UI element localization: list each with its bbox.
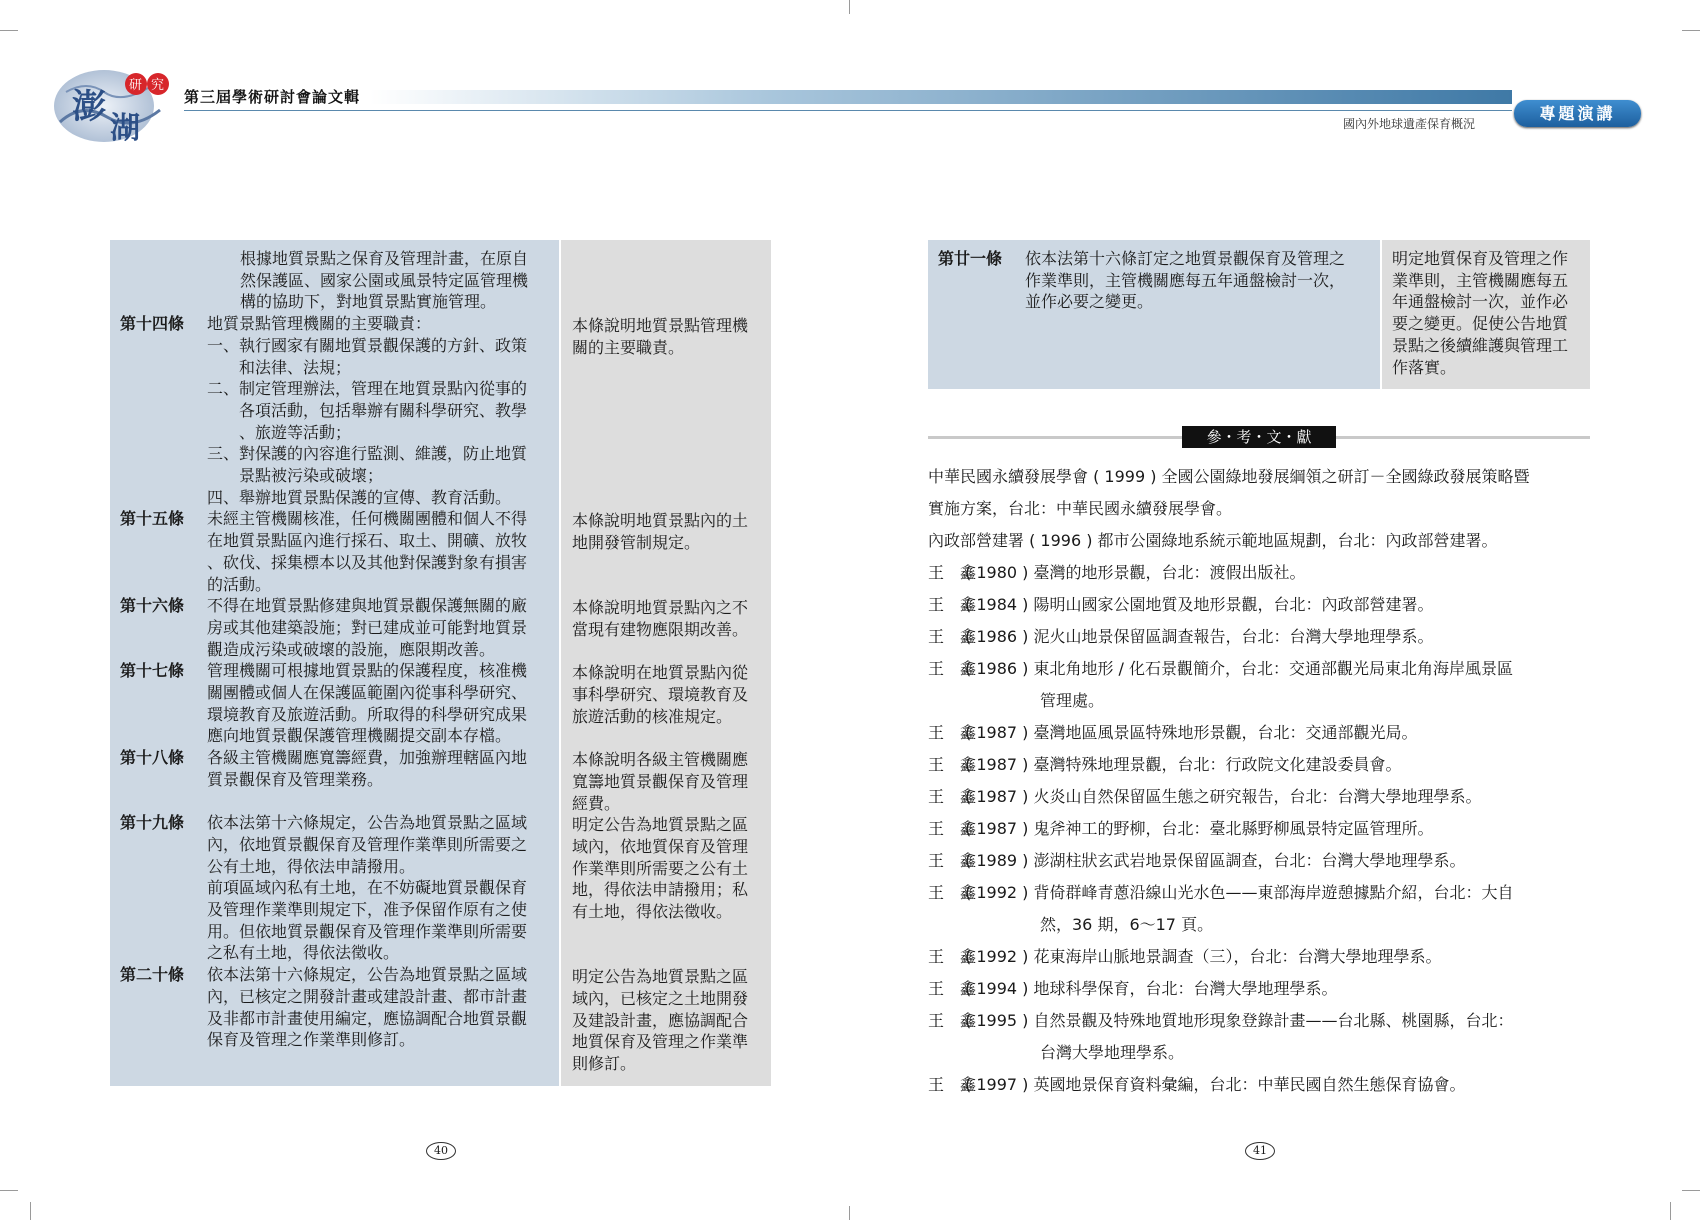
reference-text: ( 1986 ) 泥火山地景保留區調查報告，台北：台灣大學地理學系。 bbox=[965, 627, 1434, 646]
reference-text: ( 1997 ) 英國地景保育資料彙編，台北：中華民國自然生態保育協會。 bbox=[965, 1075, 1466, 1094]
reference-author: 王 鑫 bbox=[928, 659, 977, 678]
reference-text: 內政部營建署 ( 1996 ) 都市公園綠地系統示範地區規劃，台北：內政部營建署。 bbox=[928, 531, 1498, 550]
article-text-line: 公有土地，得依法申請撥用。 bbox=[207, 856, 416, 876]
reference-text: ( 1995 ) 自然景觀及特殊地質地形現象登錄計畫——台北縣、桃園縣，台北： bbox=[965, 1011, 1514, 1030]
article-text-line: 未經主管機關核准，任何機關團體和個人不得 bbox=[207, 509, 528, 529]
reference-text: ( 1980 ) 臺灣的地形景觀，台北：渡假出版社。 bbox=[965, 563, 1306, 582]
svg-text:湖: 湖 bbox=[110, 111, 140, 144]
reference-entry bbox=[928, 850, 1465, 872]
article-text-line: 景點被污染或破壞； bbox=[207, 466, 384, 485]
article-note-line: 寬籌地質景觀保育及管理 bbox=[572, 771, 749, 791]
article-note-line: 關的主要職責。 bbox=[572, 337, 685, 357]
reference-author: 王 鑫 bbox=[928, 1011, 977, 1030]
reference-continuation: 台灣大學地理學系。 bbox=[1040, 1043, 1185, 1062]
article-note-line: 域內，已核定之土地開發 bbox=[572, 988, 749, 1008]
reference-author: 王 鑫 bbox=[928, 979, 977, 998]
crop-mark bbox=[30, 1202, 31, 1220]
reference-entry bbox=[928, 978, 1337, 1000]
article-note-line: 及建設計畫，應協調配合 bbox=[572, 1010, 749, 1030]
article-text-line: 保育及管理之作業準則修訂。 bbox=[207, 1030, 416, 1050]
section-badge: 專題演講 bbox=[1514, 100, 1641, 127]
reference-author: 王 鑫 bbox=[928, 819, 977, 838]
article-number: 第十四條 bbox=[120, 314, 185, 334]
crop-mark bbox=[0, 30, 18, 31]
reference-author: 王 鑫 bbox=[928, 723, 977, 742]
reference-author: 王 鑫 bbox=[928, 883, 977, 902]
article-text-line: 應向地質景觀保護管理機關提交副本存檔。 bbox=[207, 726, 512, 746]
reference-entry bbox=[928, 626, 1433, 648]
article-text-line: 依本法第十六條規定，公告為地質景點之區域 bbox=[207, 813, 528, 833]
reference-author: 王 鑫 bbox=[928, 755, 977, 774]
article-text-line: 內，依地質景觀保育及管理作業準則所需要之 bbox=[207, 834, 528, 854]
article-text-line: 地質景點管理機關的主要職責： bbox=[207, 314, 432, 334]
reference-text: ( 1992 ) 背倚群峰青蔥沿線山光水色——東部海岸遊憩據點介紹，台北：大自 bbox=[965, 883, 1514, 902]
reference-entry bbox=[928, 1010, 1513, 1032]
article-text-line: 各級主管機關應寬籌經費，加強辦理轄區內地 bbox=[207, 748, 528, 768]
article-text-line: 觀造成污染或破壞的設施，應限期改善。 bbox=[207, 639, 496, 659]
article-note-line: 旅遊活動的核准規定。 bbox=[572, 706, 733, 726]
article-number: 第廿一條 bbox=[938, 249, 1003, 268]
reference-continuation: 然，36 期，6～17 頁。 bbox=[1040, 915, 1214, 934]
article-text-line: 環境教育及旅遊活動。所取得的科學研究成果 bbox=[207, 704, 528, 724]
reference-author: 王 鑫 bbox=[928, 947, 977, 966]
reference-entry bbox=[928, 530, 1498, 552]
article-number: 第十五條 bbox=[120, 509, 185, 529]
reference-entry bbox=[928, 754, 1401, 776]
reference-text: ( 1986 ) 東北角地形 / 化石景觀簡介，台北：交通部觀光局東北角海岸風景區 bbox=[965, 659, 1514, 678]
reference-entry bbox=[928, 882, 1513, 904]
crop-mark bbox=[0, 1190, 18, 1191]
article-number: 第十九條 bbox=[120, 813, 185, 833]
article-text-line: 及非都市計畫使用編定，應協調配合地質景觀 bbox=[207, 1008, 528, 1028]
article-text-line: 前項區域內私有土地，在不妨礙地質景觀保育 bbox=[207, 878, 528, 898]
article-note-line: 有土地，得依法徵收。 bbox=[572, 902, 733, 921]
article-note-line: 則修訂。 bbox=[572, 1053, 637, 1073]
article-note-line: 域內，依地質保育及管理 bbox=[572, 836, 749, 856]
article-text-line: 管理機關可根據地質景點的保護程度，核准機 bbox=[207, 661, 528, 681]
column-divider bbox=[1380, 240, 1382, 389]
article-text-line: 質景觀保育及管理業務。 bbox=[207, 769, 384, 789]
article-text-line: 構的協助下，對地質景點實施管理。 bbox=[240, 292, 497, 312]
page-number-right: 41 bbox=[1245, 1142, 1275, 1160]
svg-text:澎: 澎 bbox=[72, 87, 106, 127]
article-note-line: 要之變更。促使公告地質 bbox=[1392, 314, 1569, 334]
article-text-line: 的活動。 bbox=[207, 574, 272, 594]
reference-continuation: 管理處。 bbox=[1040, 691, 1105, 710]
reference-text: 實施方案，台北：中華民國永續發展學會。 bbox=[928, 499, 1233, 518]
svg-text:研: 研 bbox=[129, 78, 143, 93]
reference-author: 王 鑫 bbox=[928, 787, 977, 806]
reference-text: ( 1992 ) 花東海岸山脈地景調查（三），台北：台灣大學地理學系。 bbox=[965, 947, 1442, 966]
reference-text: ( 1987 ) 火炎山自然保留區生態之研究報告，台北：台灣大學地理學系。 bbox=[965, 787, 1482, 806]
article-text-line: 內，已核定之開發計畫或建設計畫、都市計畫 bbox=[207, 986, 528, 1006]
article-text-line: 關團體或個人在保護區範圍內從事科學研究、 bbox=[207, 683, 528, 702]
article-text-line: 不得在地質景點修建與地質景觀保護無關的廠 bbox=[207, 596, 528, 616]
article-text-line: 作業準則，主管機關應每五年通盤檢討一次， bbox=[1025, 270, 1346, 290]
reference-text: 中華民國永續發展學會 ( 1999 ) 全國公園綠地發展綱領之研訂－全國綠政發展策略暨 bbox=[928, 467, 1530, 486]
article-text-line: 根據地質景點之保育及管理計畫，在原自 bbox=[240, 249, 529, 268]
article-note-line: 本條說明在地質景點內從 bbox=[572, 663, 749, 683]
article-text-line: 二、制定管理辦法，管理在地質景點內從事的 bbox=[207, 379, 528, 399]
article-note-line: 明定公告為地質景點之區 bbox=[572, 967, 749, 987]
article-text-line: 依本法第十六條訂定之地質景觀保育及管理之 bbox=[1025, 249, 1346, 268]
header-band bbox=[370, 90, 1512, 104]
article-note-line: 景點之後續維護與管理工 bbox=[1392, 335, 1569, 355]
reference-entry bbox=[928, 786, 1481, 808]
reference-entry bbox=[928, 562, 1305, 584]
reference-author: 王 鑫 bbox=[928, 595, 977, 614]
article-text-line: 並作必要之變更。 bbox=[1025, 292, 1154, 312]
reference-entry bbox=[928, 1074, 1465, 1096]
article-note-line: 本條說明地質景點內的土 bbox=[572, 511, 749, 531]
article-number: 第十六條 bbox=[120, 596, 185, 616]
article-note-line: 當現有建物應限期改善。 bbox=[572, 619, 749, 639]
article-text-line: 之私有土地，得依法徵收。 bbox=[207, 943, 400, 963]
article-number: 第二十條 bbox=[120, 965, 185, 985]
article-number: 第十七條 bbox=[120, 661, 185, 681]
reference-author: 王 鑫 bbox=[928, 851, 977, 870]
reference-text: ( 1987 ) 臺灣特殊地理景觀，台北：行政院文化建設委員會。 bbox=[965, 755, 1402, 774]
article-note-line: 本條說明地質景點管理機 bbox=[572, 316, 749, 336]
article-note-line: 明定公告為地質景點之區 bbox=[572, 815, 749, 835]
article-note-line: 業準則，主管機關應每五 bbox=[1392, 270, 1569, 290]
reference-author: 王 鑫 bbox=[928, 627, 977, 646]
article-note-line: 地開發管制規定。 bbox=[572, 533, 701, 553]
reference-author: 王 鑫 bbox=[928, 1075, 977, 1094]
article-note-line: 地，得依法申請撥用；私 bbox=[572, 880, 749, 900]
article-note-line: 地質保育及管理之作業準 bbox=[572, 1032, 749, 1052]
reference-entry bbox=[928, 658, 1513, 680]
crop-mark bbox=[849, 0, 850, 14]
series-title: 第三屆學術研討會論文輯 bbox=[184, 88, 361, 106]
journal-logo bbox=[52, 62, 170, 144]
reference-text: ( 1987 ) 鬼斧神工的野柳，台北：臺北縣野柳風景特定區管理所。 bbox=[965, 819, 1434, 838]
reference-entry bbox=[928, 818, 1433, 840]
reference-text: ( 1987 ) 臺灣地區風景區特殊地形景觀，台北：交通部觀光局。 bbox=[965, 723, 1418, 742]
reference-entry bbox=[928, 594, 1433, 616]
article-note-line: 年通盤檢討一次，並作必 bbox=[1392, 292, 1569, 312]
article-note-line: 事科學研究、環境教育及 bbox=[572, 685, 749, 704]
crop-mark bbox=[1670, 1202, 1671, 1220]
article-text-line: 房或其他建築設施；對已建成並可能對地質景 bbox=[207, 617, 528, 637]
article-text-line: 各項活動，包括舉辦有關科學研究、教學 bbox=[207, 400, 528, 420]
article-note-line: 作落實。 bbox=[1392, 357, 1457, 377]
article-text-line: 和法律、法規； bbox=[207, 357, 352, 377]
article-note-line: 作業準則所需要之公有土 bbox=[572, 858, 749, 878]
article-text-line: 用。但依地質景觀保育及管理作業準則所需要 bbox=[207, 921, 528, 941]
article-text-line: 一、執行國家有關地質景觀保護的方針、政策 bbox=[207, 335, 528, 355]
reference-text: ( 1994 ) 地球科學保育，台北：台灣大學地理學系。 bbox=[965, 979, 1338, 998]
reference-text: ( 1984 ) 陽明山國家公園地質及地形景觀，台北：內政部營建署。 bbox=[965, 595, 1434, 614]
article-text-line: 三、對保護的內容進行監測、維護，防止地質 bbox=[207, 444, 528, 464]
section-title: 國內外地球遺產保育概況 bbox=[1343, 117, 1476, 131]
reference-text: ( 1989 ) 澎湖柱狀玄武岩地景保留區調查，台北：台灣大學地理學系。 bbox=[965, 851, 1466, 870]
article-text-line: 、旅遊等活動； bbox=[207, 422, 352, 442]
article-number: 第十八條 bbox=[120, 748, 185, 768]
article-note-line: 經費。 bbox=[572, 793, 621, 813]
crop-mark bbox=[1682, 30, 1700, 31]
article-text-line: 及管理作業準則規定下，准予保留作原有之使 bbox=[207, 900, 528, 919]
reference-entry bbox=[928, 722, 1417, 744]
article-text-line: 依本法第十六條規定，公告為地質景點之區域 bbox=[207, 965, 528, 985]
page-number-left: 40 bbox=[426, 1142, 456, 1160]
reference-entry bbox=[928, 946, 1441, 968]
article-text-line: 、砍伐、採集標本以及其他對保護對象有損害 bbox=[207, 552, 528, 572]
column-divider bbox=[559, 240, 561, 1086]
reference-entry bbox=[928, 498, 1232, 520]
article-note-line: 本條說明各級主管機關應 bbox=[572, 750, 749, 770]
article-text-line: 然保護區、國家公園或風景特定區管理機 bbox=[240, 270, 529, 290]
crop-mark bbox=[849, 1206, 850, 1220]
article-text-line: 四、舉辦地質景點保護的宣傳、教育活動。 bbox=[207, 487, 512, 507]
references-heading: 參・考・文・獻 bbox=[1182, 426, 1336, 448]
header-rule bbox=[184, 110, 1512, 111]
article-note-line: 明定地質保育及管理之作 bbox=[1392, 249, 1569, 268]
article-note-line: 本條說明地質景點內之不 bbox=[572, 598, 749, 618]
reference-entry bbox=[928, 466, 1530, 488]
crop-mark bbox=[1682, 1190, 1700, 1191]
article-text-line: 在地質景點區內進行採石、取土、開礦、放牧 bbox=[207, 531, 528, 551]
reference-author: 王 鑫 bbox=[928, 563, 977, 582]
svg-text:究: 究 bbox=[151, 78, 165, 93]
